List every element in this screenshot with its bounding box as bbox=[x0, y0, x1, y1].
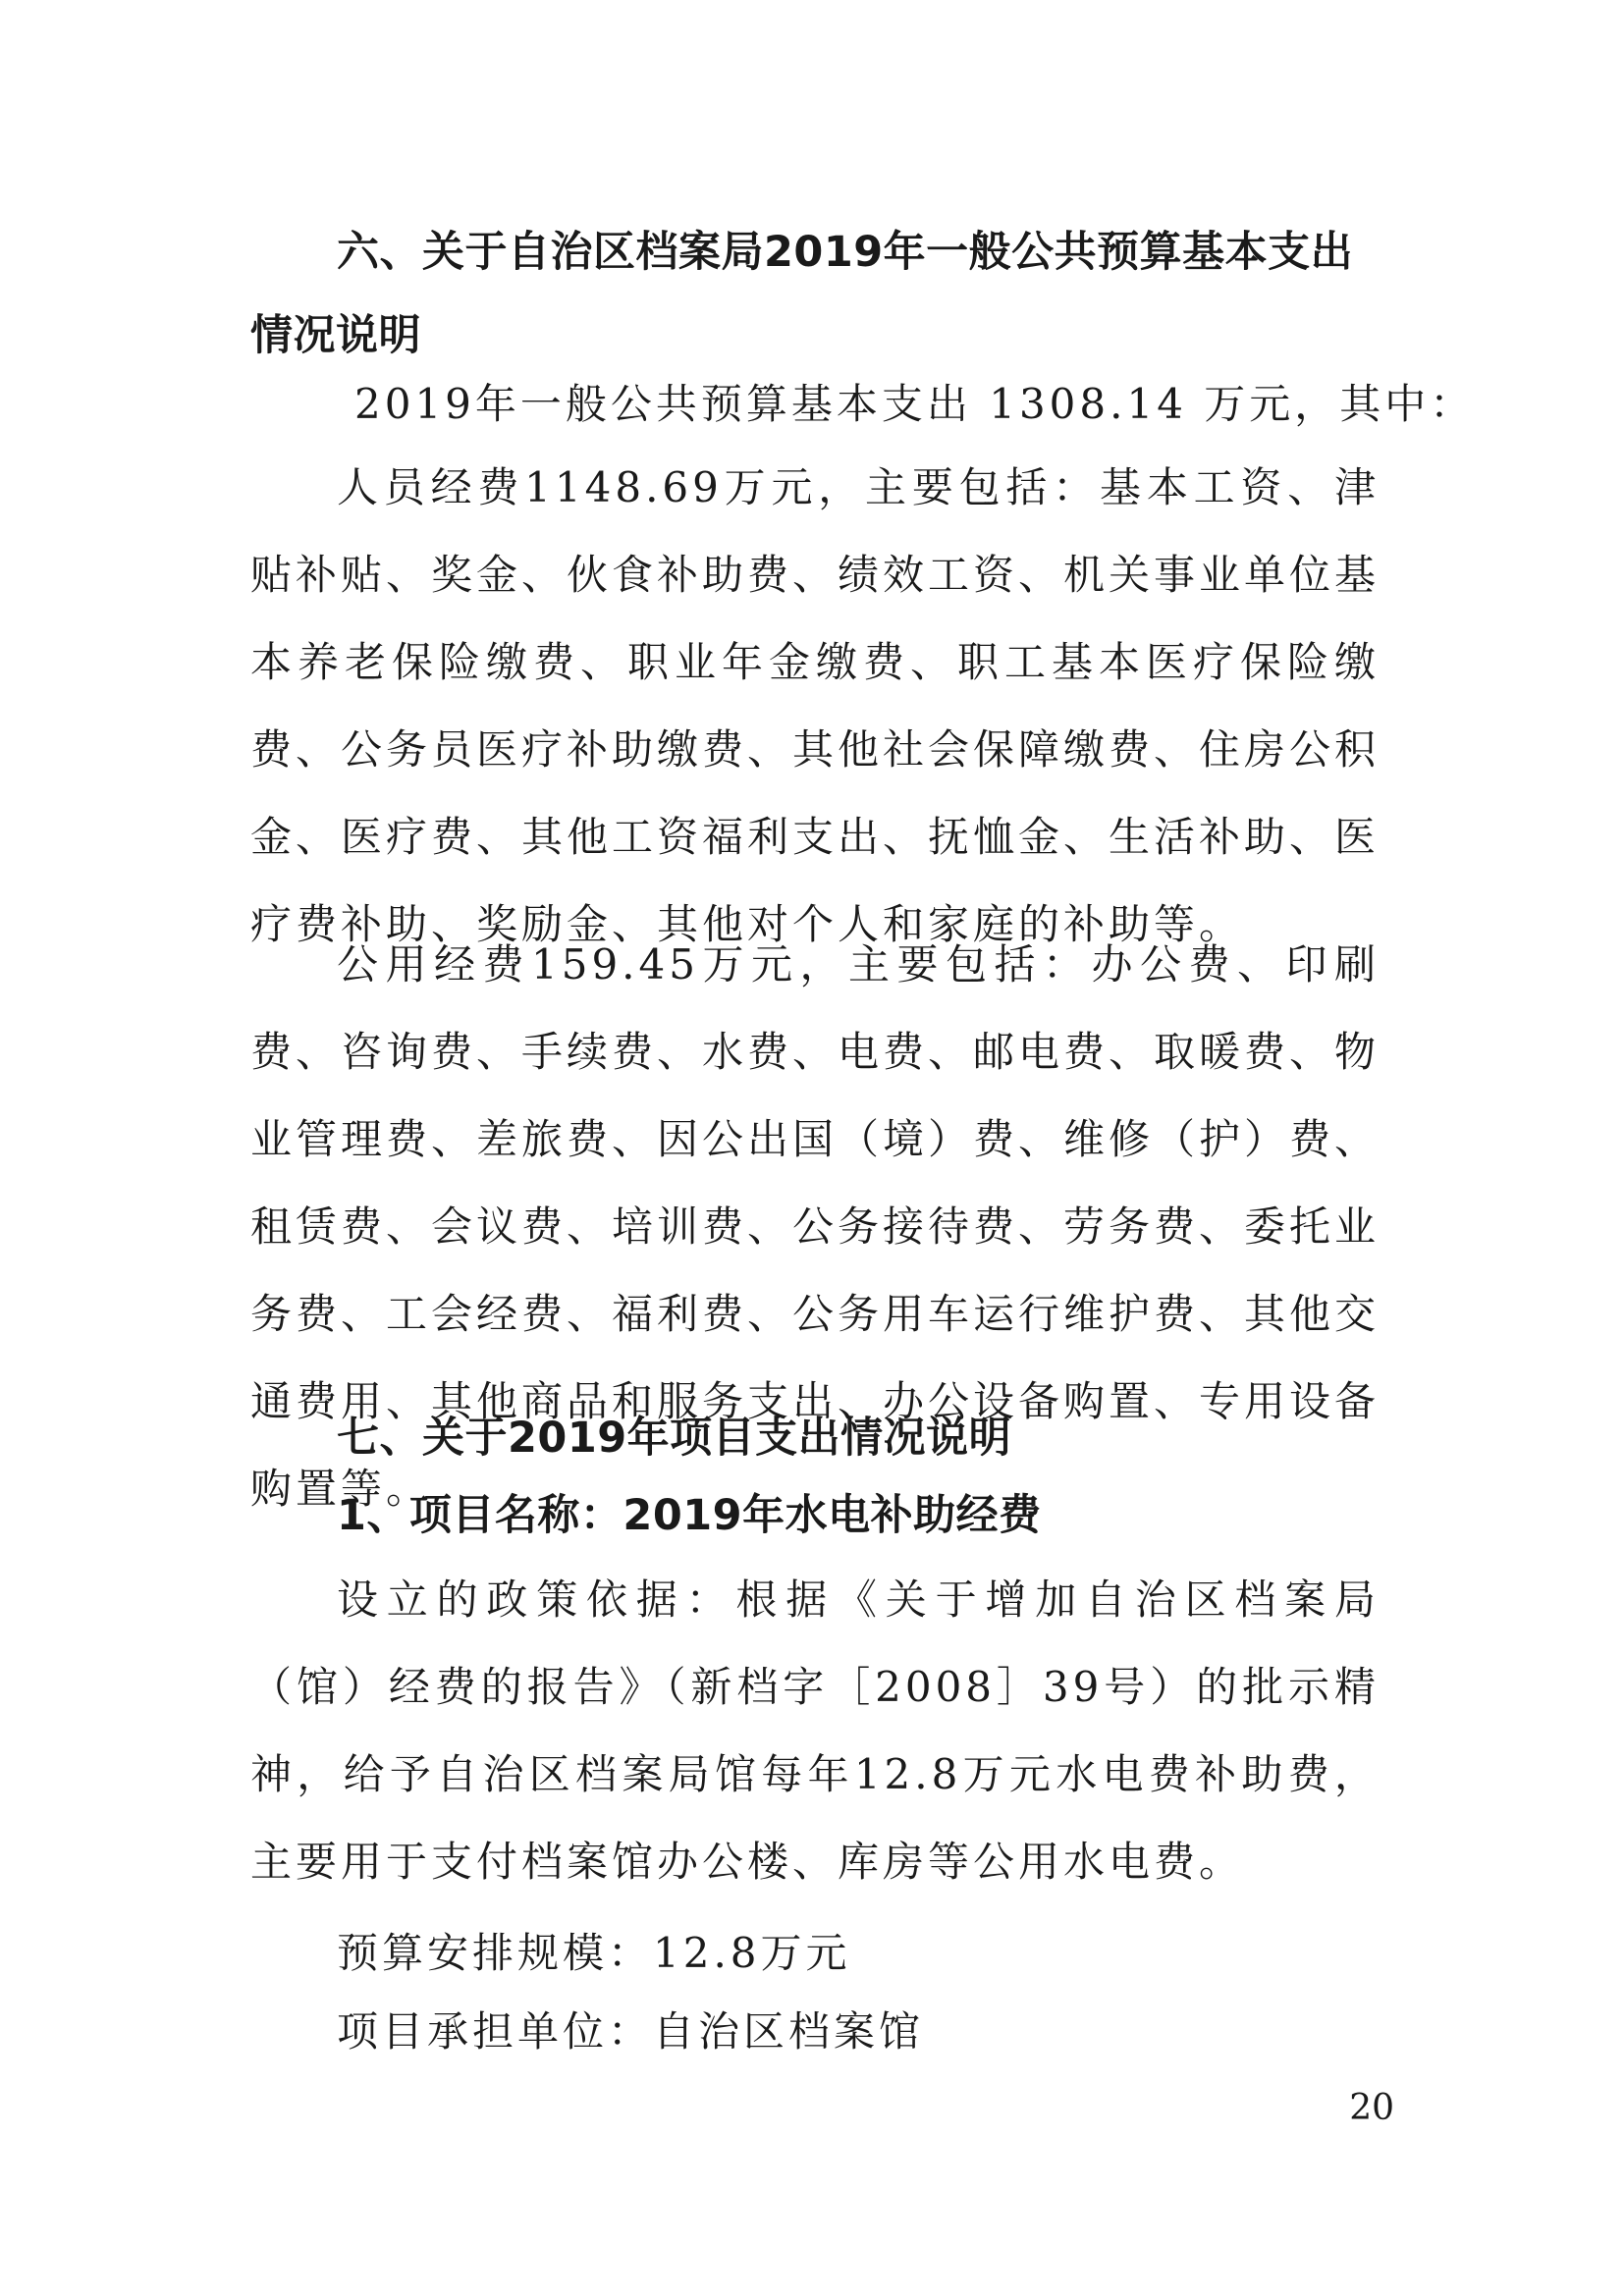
undertaking-unit-line: 项目承担单位：自治区档案馆 bbox=[337, 2007, 925, 2056]
public-expenses-paragraph: 公用经费159.45万元，主要包括：办公费、印刷费、咨询费、手续费、水费、电费、邮电费、取暖费、物业管理费、差旅费、因公出国（境）费、维修（护）费、租赁费、会议费、培训费、公务接待费、劳务费、委托业务费、工会经费、福利费、公务用车运行维护费、其他交通费用、其他商品和服务支出、办公设备购置、专用设备购置等。 bbox=[250, 940, 1380, 1513]
section-six-intro: 2019年一般公共预算基本支出 1308.14 万元，其中： bbox=[354, 380, 1476, 428]
budget-scale-line: 预算安排规模：12.8万元 bbox=[337, 1929, 851, 1977]
section-seven-heading: 七、关于2019年项目支出情况说明 bbox=[337, 1414, 1012, 1463]
section-six-heading: 六、关于自治区档案局2019年一般公共预算基本支出情况说明 bbox=[250, 228, 1354, 360]
policy-basis-paragraph: 设立的政策依据：根据《关于增加自治区档案局（馆）经费的报告》（新档字［2008］39号）的批示精神，给予自治区档案局馆每年12.8万元水电费补助费，主要用于支付档案馆办公楼、库房等公用水电费。 bbox=[250, 1575, 1380, 1886]
personnel-expenses-paragraph: 人员经费1148.69万元，主要包括：基本工资、津贴补贴、奖金、伙食补助费、绩效工资、机关事业单位基本养老保险缴费、职业年金缴费、职工基本医疗保险缴费、公务员医疗补助缴费、其他社会保障缴费、住房公积金、医疗费、其他工资福利支出、抚恤金、生活补助、医疗费补助、奖励金、其他对个人和家庭的补助等。 bbox=[250, 463, 1380, 948]
page-number: 20 bbox=[1349, 2088, 1394, 2128]
project-name-heading: 1、项目名称：2019年水电补助经费 bbox=[337, 1491, 1042, 1540]
